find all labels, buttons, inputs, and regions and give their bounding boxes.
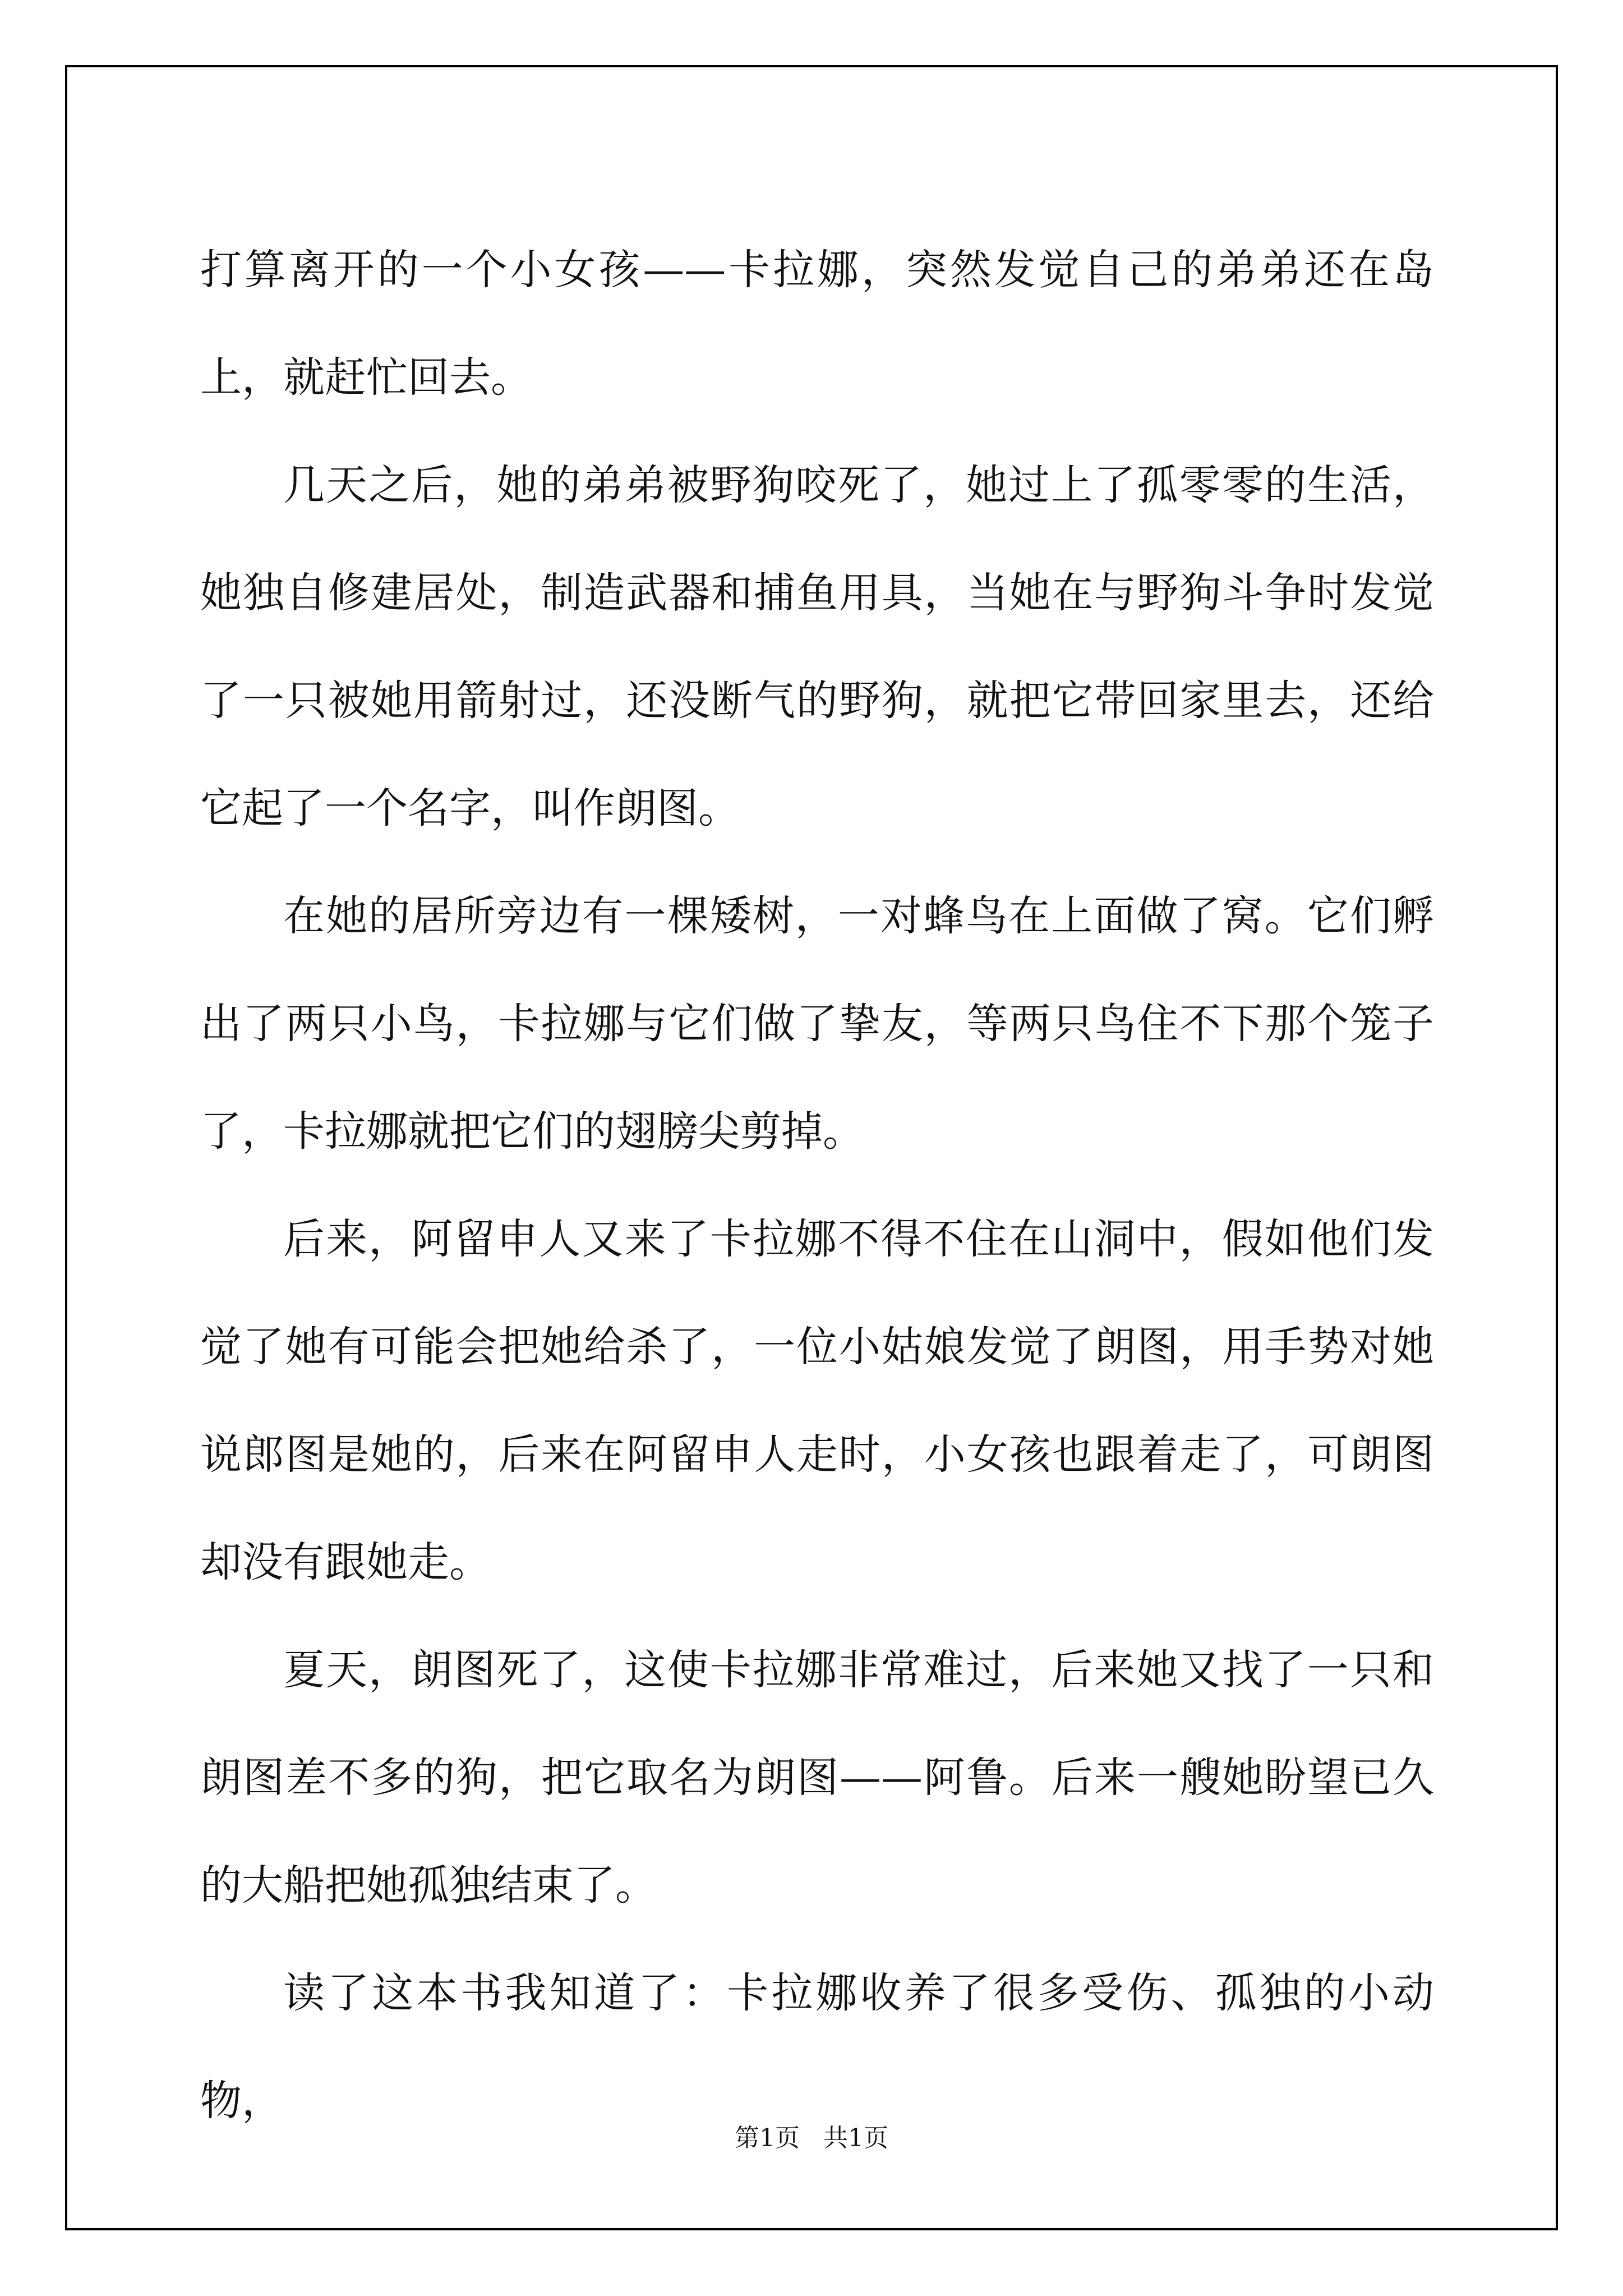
paragraph-2: 几天之后，她的弟弟被野狗咬死了，她过上了孤零零的生活，她独自修建居处，制造武器和捕鱼用具，当她在与野狗斗争时发觉了一只被她用箭射过，还没断气的野狗，就把它带回家里去，还给它起了一个名字，叫作朗图。 <box>200 461 1434 832</box>
paragraph-4: 后来，阿留申人又来了卡拉娜不得不住在山洞中，假如他们发觉了她有可能会把她给杀了，一位小姑娘发觉了朗图，用手势对她说郎图是她的，后来在阿留申人走时，小女孩也跟着走了，可朗图却没有跟她走。 <box>200 1215 1434 1586</box>
paragraph-5: 夏天，朗图死了，这使卡拉娜非常难过，后来她又找了一只和朗图差不多的狗，把它取名为朗图——阿鲁。后来一艘她盼望已久的大船把她孤独结束了。 <box>200 1646 1434 1910</box>
paragraph-3: 在她的居所旁边有一棵矮树，一对蜂鸟在上面做了窝。它们孵出了两只小鸟，卡拉娜与它们做了挚友，等两只鸟住不下那个笼子了，卡拉娜就把它们的翅膀尖剪掉。 <box>200 892 1434 1156</box>
page-number: 第1页 <box>735 2124 800 2152</box>
page-total: 共1页 <box>823 2124 888 2152</box>
paragraph-6: 读了这本书我知道了：卡拉娜收养了很多受伤、孤独的小动物， <box>200 1969 1434 2125</box>
document-body <box>200 216 1434 2155</box>
paragraph-1: 打算离开的一个小女孩——卡拉娜，突然发觉自己的弟弟还在岛上，就赶忙回去。 <box>200 246 1434 402</box>
page-footer <box>0 2118 1623 2154</box>
